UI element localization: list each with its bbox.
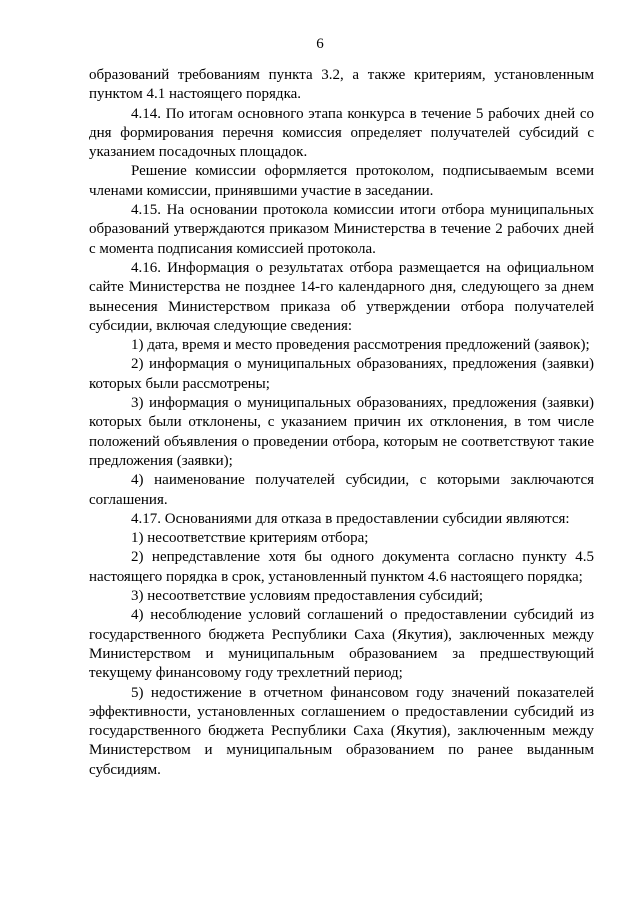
list-item-4-17-1: 1) несоответствие критериям отбора; xyxy=(131,530,369,547)
paragraph-4-15: 4.15. На основании протокола комиссии итоги отбора муниципальных образований утверждаются приказом Министерства в течение 2 рабочих дней с момента подписания комиссией протокола. xyxy=(89,202,594,257)
list-item-4-17-2: 2) непредставление хотя бы одного документа согласно пункту 4.5 настоящего порядка в срок, установленный пунктом 4.6 настоящего порядка; xyxy=(89,549,594,585)
list-item-4-16-4: 4) наименование получателей субсидии, с которыми заключаются соглашения. xyxy=(89,472,594,508)
document-body xyxy=(89,66,594,780)
paragraph-4-17: 4.17. Основаниями для отказа в предоставлении субсидии являются: xyxy=(131,510,570,527)
list-item-4-17-4: 4) несоблюдение условий соглашений о предоставлении субсидий из государственного бюджета Республики Саха (Якутия), заключенных между Министерством и муниципальным образованием за предшествующий текущему финансовому году трехлетний период; xyxy=(89,607,594,682)
paragraph-commission-decision: Решение комиссии оформляется протоколом, подписываемым всеми членами комиссии, принявшими участие в заседании. xyxy=(89,163,594,199)
list-item-4-17-3: 3) несоответствие условиям предоставления субсидий; xyxy=(131,588,484,605)
paragraph-continuation: образований требованиям пункта 3.2, а также критериям, установленным пунктом 4.1 настоящего порядка. xyxy=(89,67,594,103)
list-item-4-16-2: 2) информация о муниципальных образованиях, предложения (заявки) которых были рассмотрены; xyxy=(89,356,594,392)
page-number: 6 xyxy=(316,36,324,52)
list-item-4-17-5: 5) недостижение в отчетном финансовом году значений показателей эффективности, установленных соглашением о предоставлении субсидий из государственного бюджета Республики Саха (Якутия), заключенным между Министерством и муниципальным образованием по ранее выданным субсидиям. xyxy=(89,684,594,778)
list-item-4-16-3: 3) информация о муниципальных образованиях, предложения (заявки) которых были отклонены, с указанием причин их отклонения, в том числе положений объявления о проведении отбора, которым не соответствуют такие предложения (заявки); xyxy=(89,395,594,469)
list-item-4-16-1: 1) дата, время и место проведения рассмотрения предложений (заявок); xyxy=(131,337,590,354)
paragraph-4-16: 4.16. Информация о результатах отбора размещается на официальном сайте Министерства не позднее 14-го календарного дня, следующего за днем вынесения Министерством приказа об утверждении отбора получателей субсидии, включая следующие сведения: xyxy=(89,259,594,334)
paragraph-4-14: 4.14. По итогам основного этапа конкурса в течение 5 рабочих дней со дня формирования перечня комиссия определяет получателей субсидий с указанием посадочных площадок. xyxy=(89,105,594,161)
